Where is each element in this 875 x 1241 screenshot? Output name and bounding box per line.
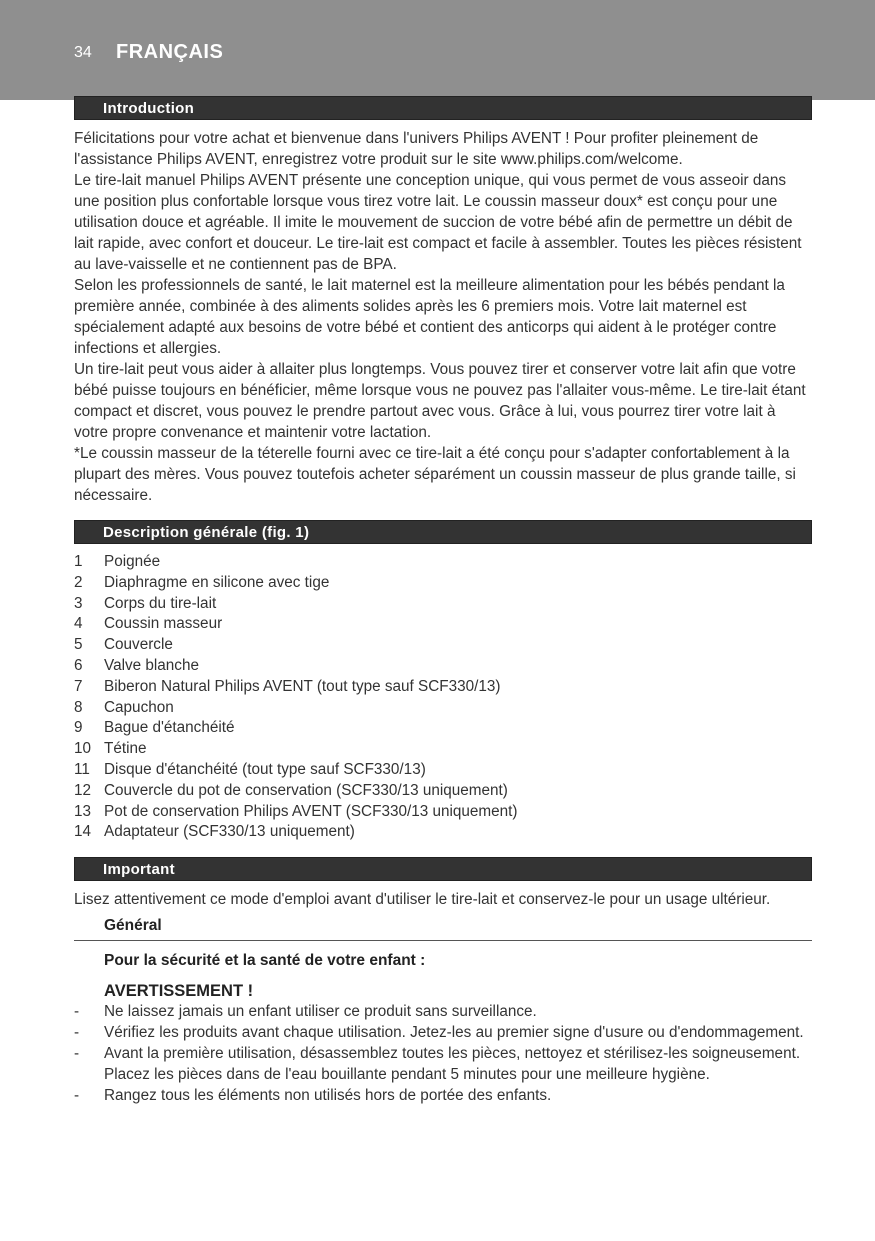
- safety-heading: Pour la sécurité et la santé de votre enfant :: [104, 952, 426, 970]
- intro-paragraph: Le tire-lait manuel Philips AVENT présente une conception unique, qui vous permet de vous asseoir dans une position plus confortable lorsque vous tirez votre lait. Le coussin masseur doux* est conçu pour une utilisation douce et agréable. Il imite le mouvement de succion de votre bébé afin de permettre un débit de lait rapide, avec confort et douceur. Le tire-lait est compact et facile à assembler. Toutes les pièces résistent au lave-vaisselle et ne contiennent pas de BPA.: [74, 172, 802, 273]
- warnings-list: [74, 1001, 812, 1106]
- parts-list: [74, 552, 812, 843]
- list-item: 10 Tétine: [74, 740, 147, 758]
- list-item: 12 Couvercle du pot de conservation (SCF330/13 uniquement): [74, 781, 508, 799]
- general-heading: Général: [104, 917, 162, 935]
- list-item: 4 Coussin masseur: [74, 615, 223, 633]
- section-header-important: Important: [74, 857, 812, 881]
- list-item: - Ne laissez jamais un enfant utiliser ce produit sans surveillance.: [74, 1003, 537, 1021]
- list-item: 13 Pot de conservation Philips AVENT (SCF330/13 uniquement): [74, 802, 518, 820]
- list-item: 7 Biberon Natural Philips AVENT (tout type sauf SCF330/13): [74, 677, 501, 695]
- list-item: 3 Corps du tire-lait: [74, 594, 217, 612]
- section-header-introduction: Introduction: [74, 96, 812, 120]
- list-item: - Vérifiez les produits avant chaque utilisation. Jetez-les au premier signe d'usure ou d'endommagement.: [74, 1024, 804, 1042]
- list-item: 9 Bague d'étanchéité: [74, 719, 235, 737]
- list-item: 8 Capuchon: [74, 698, 174, 716]
- general-heading-row: [74, 916, 812, 941]
- list-item: 2 Diaphragme en silicone avec tige: [74, 573, 330, 591]
- list-item: 5 Couvercle: [74, 636, 173, 654]
- page-number: 34: [74, 44, 92, 61]
- intro-paragraph: Selon les professionnels de santé, le lait maternel est la meilleure alimentation pour les bébés pendant la première année, combinée à des aliments solides après les 6 premiers mois. Votre lait maternel est spécialement adapté aux besoins de votre bébé et contient des anticorps qui aident à le protéger contre infections et allergies.: [74, 277, 785, 357]
- introduction-text: [74, 128, 812, 506]
- section-header-description: Description générale (fig. 1): [74, 520, 812, 544]
- intro-paragraph: Félicitations pour votre achat et bienvenue dans l'univers Philips AVENT ! Pour profiter pleinement de l'assistance Philips AVENT, enregistrez votre produit sur le site www.philips.com/welcome.: [74, 130, 759, 168]
- page-header-band: [0, 0, 875, 100]
- list-item: 6 Valve blanche: [74, 656, 199, 674]
- intro-paragraph: *Le coussin masseur de la téterelle fourni avec ce tire-lait a été conçu pour s'adapter confortablement à la plupart des mères. Vous pouvez toutefois acheter séparément un coussin masseur de plus grande taille, si nécessaire.: [74, 445, 796, 504]
- list-item: 11 Disque d'étanchéité (tout type sauf SCF330/13): [74, 760, 426, 778]
- list-item: 14 Adaptateur (SCF330/13 uniquement): [74, 823, 355, 841]
- warning-heading: AVERTISSEMENT !: [104, 982, 254, 1001]
- document-body: [74, 96, 812, 1106]
- language-heading: FRANÇAIS: [116, 41, 224, 63]
- intro-paragraph: Un tire-lait peut vous aider à allaiter plus longtemps. Vous pouvez tirer et conserver votre lait afin que votre bébé puisse toujours en bénéficier, même lorsque vous ne pouvez pas l'allaiter vous-même. Le tire-lait étant compact et discret, vous pouvez le prendre partout avec vous. Grâce à lui, vous pourrez tirer votre lait à votre propre convenance et maintenir votre lactation.: [74, 361, 806, 441]
- list-item: 1 Poignée: [74, 553, 161, 570]
- list-item: - Avant la première utilisation, désassemblez toutes les pièces, nettoyez et stérilisez-les soigneusement. Placez les pièces dans de l'eau bouillante pendant 5 minutes pour une meilleure hygiène.: [74, 1045, 801, 1084]
- important-paragraph: Lisez attentivement ce mode d'emploi avant d'utiliser le tire-lait et conservez-le pour un usage ultérieur.: [74, 891, 771, 909]
- list-item: - Rangez tous les éléments non utilisés hors de portée des enfants.: [74, 1087, 552, 1105]
